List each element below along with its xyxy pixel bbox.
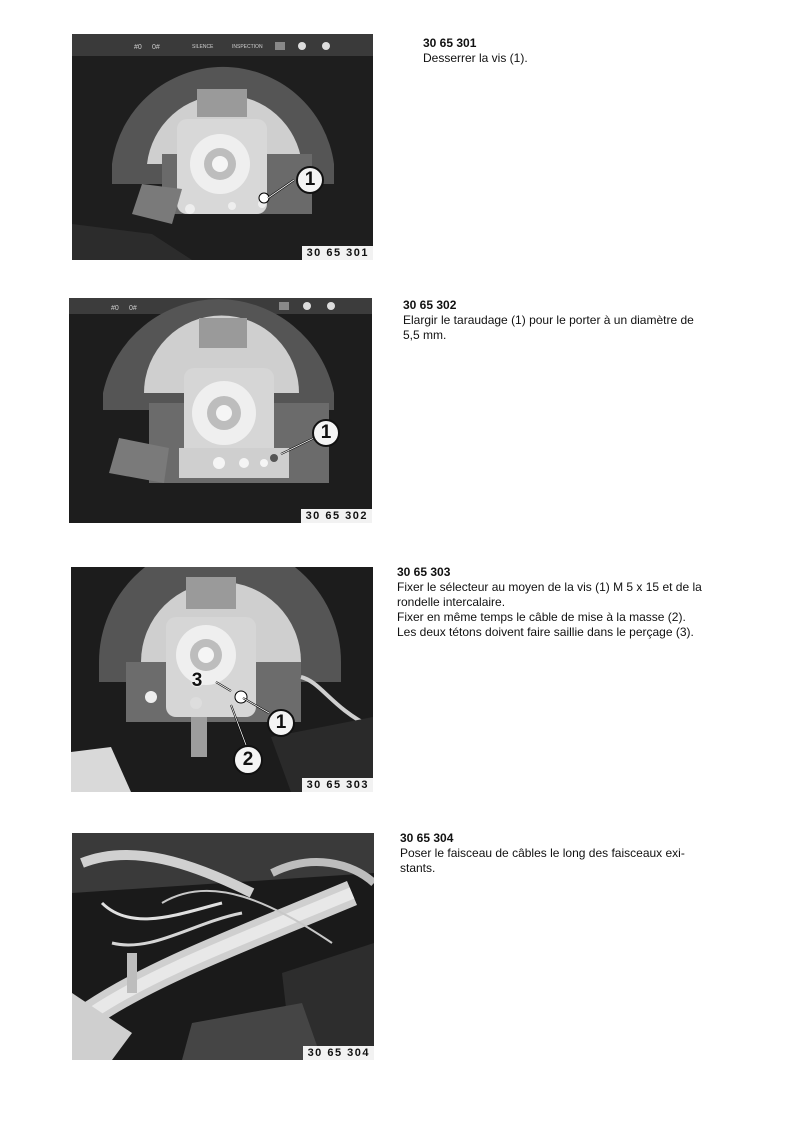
step-text [423,36,763,66]
callout-1: 1 [267,709,295,737]
step-text [397,565,757,640]
callout-1: 1 [296,166,324,194]
svg-text:0#: 0# [129,305,137,312]
instruction-line: Fixer le sélecteur au moyen de la vis (1) M 5 x 15 et de la [397,580,702,594]
step-reference: 30 65 304 [400,831,454,845]
photo-30-65-303 [71,567,373,792]
callout-3: 3 [191,670,203,691]
callout-1: 1 [312,419,340,447]
photo-reference-label: 30 65 304 [303,1046,374,1060]
steering-column-thread-photo [69,298,372,523]
instruction-line: 5,5 mm. [403,328,447,342]
instruction-line: rondelle intercalaire. [397,595,506,609]
steering-column-switch-photo [72,34,373,260]
instruction-line: stants. [400,861,436,875]
svg-text:#0: #0 [134,44,142,51]
svg-text:SILENCE: SILENCE [192,44,214,50]
step-text [403,298,748,343]
instruction-line: Les deux tétons doivent faire saillie dans le perçage (3). [397,625,694,639]
photo-reference-label: 30 65 301 [302,246,373,260]
photo-30-65-302 [69,298,372,523]
photo-reference-label: 30 65 303 [302,778,373,792]
instruction-line: Poser le faisceau de câbles le long des faisceaux exi- [400,846,685,860]
photo-30-65-304 [72,833,374,1060]
steering-column-fixing-photo [71,567,373,792]
photo-reference-label: 30 65 302 [301,509,372,523]
step-reference: 30 65 303 [397,565,451,579]
svg-text:#0: #0 [111,305,119,312]
step-reference: 30 65 301 [423,36,477,50]
callout-2: 2 [233,745,263,775]
instruction-line: Fixer en même temps le câble de mise à la masse (2). [397,610,686,624]
photo-30-65-301 [72,34,373,260]
svg-text:0#: 0# [152,44,160,51]
wiring-harness-photo [72,833,374,1060]
instruction-line: Desserrer la vis (1). [423,51,528,65]
step-reference: 30 65 302 [403,298,457,312]
instruction-line: Elargir le taraudage (1) pour le porter à un diamètre de [403,313,694,327]
step-text [400,831,745,876]
svg-text:INSPECTION: INSPECTION [232,44,263,50]
